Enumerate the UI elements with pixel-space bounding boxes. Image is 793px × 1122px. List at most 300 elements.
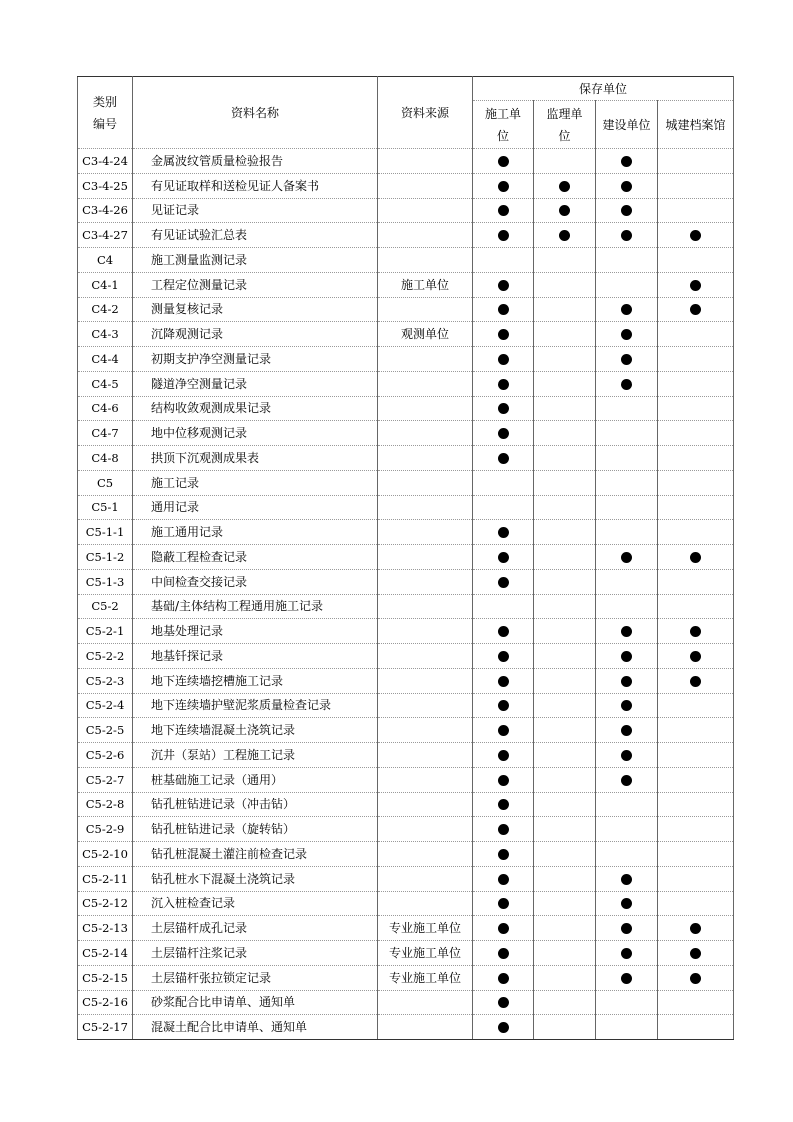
- row-supervision-unit-mark: [534, 891, 596, 916]
- row-document-source: [378, 173, 473, 198]
- row-city-archive-mark: [658, 619, 734, 644]
- row-document-source: [378, 347, 473, 372]
- row-construction-unit-mark: [473, 866, 534, 891]
- row-city-archive-mark: [658, 495, 734, 520]
- row-construction-unit-mark: [473, 421, 534, 446]
- filled-circle-icon: [621, 379, 632, 390]
- row-document-source: [378, 693, 473, 718]
- row-document-name: 地中位移观测记录: [133, 421, 378, 446]
- row-supervision-unit-mark: [534, 965, 596, 990]
- row-city-archive-mark: [658, 866, 734, 891]
- header-city-archive: 城建档案馆: [658, 101, 734, 149]
- table-row: [78, 198, 734, 223]
- row-city-archive-mark: [658, 371, 734, 396]
- row-construction-unit-mark: [473, 198, 534, 223]
- table-row: [78, 792, 734, 817]
- row-builder-unit-mark: [596, 644, 658, 669]
- filled-circle-icon: [621, 898, 632, 909]
- row-document-name: 通用记录: [133, 495, 378, 520]
- row-builder-unit-mark: [596, 767, 658, 792]
- row-supervision-unit-mark: [534, 322, 596, 347]
- table-row: [78, 297, 734, 322]
- filled-circle-icon: [498, 329, 509, 340]
- filled-circle-icon: [498, 280, 509, 291]
- filled-circle-icon: [621, 948, 632, 959]
- row-builder-unit-mark: [596, 693, 658, 718]
- row-construction-unit-mark: [473, 842, 534, 867]
- row-construction-unit-mark: [473, 322, 534, 347]
- table-row: [78, 916, 734, 941]
- row-document-name: 施工测量监测记录: [133, 248, 378, 273]
- row-construction-unit-mark: [473, 272, 534, 297]
- filled-circle-icon: [690, 626, 701, 637]
- row-document-name: 地下连续墙混凝土浇筑记录: [133, 718, 378, 743]
- row-supervision-unit-mark: [534, 396, 596, 421]
- table-row: [78, 520, 734, 545]
- row-code: C5-1-2: [78, 545, 133, 570]
- row-builder-unit-mark: [596, 569, 658, 594]
- filled-circle-icon: [690, 230, 701, 241]
- row-city-archive-mark: [658, 272, 734, 297]
- row-builder-unit-mark: [596, 866, 658, 891]
- filled-circle-icon: [690, 923, 701, 934]
- table-row: [78, 644, 734, 669]
- row-city-archive-mark: [658, 668, 734, 693]
- table-row: [78, 866, 734, 891]
- row-code: C5-1: [78, 495, 133, 520]
- header-construction-unit-line2: 位: [496, 128, 509, 143]
- table-row: [78, 495, 734, 520]
- row-construction-unit-mark: [473, 619, 534, 644]
- row-code: C4-6: [78, 396, 133, 421]
- table-row: [78, 842, 734, 867]
- row-supervision-unit-mark: [534, 272, 596, 297]
- table-row: [78, 693, 734, 718]
- row-document-name: 沉入桩检查记录: [133, 891, 378, 916]
- filled-circle-icon: [498, 898, 509, 909]
- row-city-archive-mark: [658, 817, 734, 842]
- row-supervision-unit-mark: [534, 718, 596, 743]
- row-builder-unit-mark: [596, 891, 658, 916]
- filled-circle-icon: [621, 651, 632, 662]
- row-document-source: [378, 842, 473, 867]
- filled-circle-icon: [690, 676, 701, 687]
- row-document-name: 隐蔽工程检查记录: [133, 545, 378, 570]
- table-row: [78, 545, 734, 570]
- row-document-name: 测量复核记录: [133, 297, 378, 322]
- filled-circle-icon: [621, 156, 632, 167]
- row-supervision-unit-mark: [534, 223, 596, 248]
- row-document-name: 结构收敛观测成果记录: [133, 396, 378, 421]
- row-builder-unit-mark: [596, 792, 658, 817]
- row-document-source: 专业施工单位: [378, 916, 473, 941]
- row-code: C5-2-14: [78, 941, 133, 966]
- row-code: C5-2-11: [78, 866, 133, 891]
- row-code: C5-2-2: [78, 644, 133, 669]
- filled-circle-icon: [621, 205, 632, 216]
- row-code: C3-4-24: [78, 149, 133, 174]
- row-code: C5-2-13: [78, 916, 133, 941]
- row-supervision-unit-mark: [534, 668, 596, 693]
- filled-circle-icon: [559, 230, 570, 241]
- row-construction-unit-mark: [473, 173, 534, 198]
- filled-circle-icon: [690, 304, 701, 315]
- table-row: [78, 322, 734, 347]
- row-document-name: 有见证取样和送检见证人备案书: [133, 173, 378, 198]
- table-row: [78, 817, 734, 842]
- row-construction-unit-mark: [473, 495, 534, 520]
- filled-circle-icon: [498, 552, 509, 563]
- row-city-archive-mark: [658, 545, 734, 570]
- row-document-source: [378, 421, 473, 446]
- row-document-name: 见证记录: [133, 198, 378, 223]
- row-city-archive-mark: [658, 297, 734, 322]
- row-document-name: 金属波纹管质量检验报告: [133, 149, 378, 174]
- row-code: C5-2-17: [78, 1015, 133, 1040]
- row-code: C5-2-12: [78, 891, 133, 916]
- filled-circle-icon: [498, 181, 509, 192]
- filled-circle-icon: [621, 725, 632, 736]
- row-supervision-unit-mark: [534, 297, 596, 322]
- table-row: [78, 421, 734, 446]
- filled-circle-icon: [690, 948, 701, 959]
- row-document-source: [378, 446, 473, 471]
- table-row: [78, 446, 734, 471]
- row-supervision-unit-mark: [534, 347, 596, 372]
- row-document-source: [378, 396, 473, 421]
- row-code: C4-5: [78, 371, 133, 396]
- filled-circle-icon: [621, 552, 632, 563]
- row-document-source: [378, 470, 473, 495]
- row-city-archive-mark: [658, 396, 734, 421]
- row-builder-unit-mark: [596, 297, 658, 322]
- table-row: [78, 990, 734, 1015]
- row-builder-unit-mark: [596, 272, 658, 297]
- filled-circle-icon: [498, 676, 509, 687]
- row-construction-unit-mark: [473, 297, 534, 322]
- row-document-name: 地基处理记录: [133, 619, 378, 644]
- row-builder-unit-mark: [596, 668, 658, 693]
- row-builder-unit-mark: [596, 619, 658, 644]
- row-builder-unit-mark: [596, 248, 658, 273]
- filled-circle-icon: [498, 849, 509, 860]
- row-builder-unit-mark: [596, 347, 658, 372]
- row-construction-unit-mark: [473, 248, 534, 273]
- row-supervision-unit-mark: [534, 248, 596, 273]
- row-construction-unit-mark: [473, 941, 534, 966]
- filled-circle-icon: [621, 874, 632, 885]
- row-supervision-unit-mark: [534, 520, 596, 545]
- table-row: [78, 619, 734, 644]
- table-row: [78, 470, 734, 495]
- row-city-archive-mark: [658, 693, 734, 718]
- filled-circle-icon: [559, 205, 570, 216]
- row-city-archive-mark: [658, 223, 734, 248]
- row-supervision-unit-mark: [534, 693, 596, 718]
- table-row: [78, 371, 734, 396]
- row-document-name: 沉井（泵站）工程施工记录: [133, 743, 378, 768]
- row-document-source: [378, 594, 473, 619]
- row-city-archive-mark: [658, 322, 734, 347]
- row-construction-unit-mark: [473, 470, 534, 495]
- row-document-name: 钻孔桩钻进记录（冲击钻）: [133, 792, 378, 817]
- row-city-archive-mark: [658, 965, 734, 990]
- row-code: C3-4-27: [78, 223, 133, 248]
- row-code: C5-2-8: [78, 792, 133, 817]
- row-construction-unit-mark: [473, 743, 534, 768]
- row-construction-unit-mark: [473, 396, 534, 421]
- row-code: C5-1-1: [78, 520, 133, 545]
- row-supervision-unit-mark: [534, 149, 596, 174]
- row-code: C5-2-7: [78, 767, 133, 792]
- row-city-archive-mark: [658, 248, 734, 273]
- row-supervision-unit-mark: [534, 990, 596, 1015]
- filled-circle-icon: [498, 799, 509, 810]
- row-document-source: [378, 668, 473, 693]
- row-document-name: 工程定位测量记录: [133, 272, 378, 297]
- row-builder-unit-mark: [596, 173, 658, 198]
- header-document-source: 资料来源: [378, 77, 473, 149]
- filled-circle-icon: [621, 329, 632, 340]
- row-document-source: [378, 1015, 473, 1040]
- table-row: [78, 223, 734, 248]
- filled-circle-icon: [498, 379, 509, 390]
- filled-circle-icon: [498, 973, 509, 984]
- row-builder-unit-mark: [596, 718, 658, 743]
- row-document-source: [378, 866, 473, 891]
- row-supervision-unit-mark: [534, 941, 596, 966]
- row-code: C5-2-5: [78, 718, 133, 743]
- row-document-source: [378, 891, 473, 916]
- row-code: C4-3: [78, 322, 133, 347]
- header-supervision-unit-line2: 位: [558, 128, 571, 143]
- row-document-source: 专业施工单位: [378, 941, 473, 966]
- archive-storage-table: [77, 76, 734, 1040]
- row-builder-unit-mark: [596, 520, 658, 545]
- table-row: [78, 149, 734, 174]
- filled-circle-icon: [498, 651, 509, 662]
- row-document-source: [378, 297, 473, 322]
- row-city-archive-mark: [658, 891, 734, 916]
- row-construction-unit-mark: [473, 916, 534, 941]
- row-builder-unit-mark: [596, 1015, 658, 1040]
- row-construction-unit-mark: [473, 1015, 534, 1040]
- row-document-name: 施工记录: [133, 470, 378, 495]
- table-row: [78, 668, 734, 693]
- row-construction-unit-mark: [473, 767, 534, 792]
- row-supervision-unit-mark: [534, 173, 596, 198]
- row-document-name: 混凝土配合比申请单、通知单: [133, 1015, 378, 1040]
- row-city-archive-mark: [658, 743, 734, 768]
- header-builder-unit: 建设单位: [596, 101, 658, 149]
- filled-circle-icon: [498, 1022, 509, 1033]
- row-document-name: 钻孔桩钻进记录（旋转钻）: [133, 817, 378, 842]
- filled-circle-icon: [621, 775, 632, 786]
- row-construction-unit-mark: [473, 644, 534, 669]
- row-code: C3-4-25: [78, 173, 133, 198]
- table-row: [78, 569, 734, 594]
- table-row: [78, 248, 734, 273]
- row-construction-unit-mark: [473, 371, 534, 396]
- row-construction-unit-mark: [473, 817, 534, 842]
- row-code: C5-2: [78, 594, 133, 619]
- row-document-name: 初期支护净空测量记录: [133, 347, 378, 372]
- row-supervision-unit-mark: [534, 495, 596, 520]
- row-builder-unit-mark: [596, 545, 658, 570]
- row-document-source: [378, 817, 473, 842]
- row-document-source: [378, 371, 473, 396]
- row-builder-unit-mark: [596, 198, 658, 223]
- row-city-archive-mark: [658, 149, 734, 174]
- row-document-name: 中间检查交接记录: [133, 569, 378, 594]
- row-construction-unit-mark: [473, 149, 534, 174]
- filled-circle-icon: [690, 280, 701, 291]
- row-construction-unit-mark: [473, 891, 534, 916]
- table-row: [78, 941, 734, 966]
- row-supervision-unit-mark: [534, 198, 596, 223]
- filled-circle-icon: [498, 775, 509, 786]
- row-construction-unit-mark: [473, 990, 534, 1015]
- row-supervision-unit-mark: [534, 842, 596, 867]
- row-document-name: 沉降观测记录: [133, 322, 378, 347]
- table-row: [78, 891, 734, 916]
- filled-circle-icon: [498, 700, 509, 711]
- row-construction-unit-mark: [473, 718, 534, 743]
- header-category-code-line1: 类别: [92, 94, 117, 109]
- row-supervision-unit-mark: [534, 644, 596, 669]
- row-supervision-unit-mark: [534, 817, 596, 842]
- filled-circle-icon: [498, 453, 509, 464]
- row-supervision-unit-mark: [534, 1015, 596, 1040]
- table-row: [78, 965, 734, 990]
- row-construction-unit-mark: [473, 594, 534, 619]
- row-city-archive-mark: [658, 644, 734, 669]
- row-document-source: [378, 792, 473, 817]
- row-city-archive-mark: [658, 198, 734, 223]
- row-builder-unit-mark: [596, 223, 658, 248]
- table-row: [78, 396, 734, 421]
- table-row: [78, 272, 734, 297]
- row-document-source: [378, 223, 473, 248]
- table-row: [78, 594, 734, 619]
- row-supervision-unit-mark: [534, 743, 596, 768]
- table-row: [78, 718, 734, 743]
- header-supervision-unit-line1: 监理单: [546, 106, 583, 121]
- header-category-code-line2: 编号: [92, 116, 117, 131]
- row-document-source: [378, 495, 473, 520]
- table-row: [78, 173, 734, 198]
- row-code: C5: [78, 470, 133, 495]
- filled-circle-icon: [498, 230, 509, 241]
- filled-circle-icon: [498, 205, 509, 216]
- row-document-name: 土层锚杆注浆记录: [133, 941, 378, 966]
- header-keeping-units: 保存单位: [473, 77, 734, 101]
- filled-circle-icon: [621, 304, 632, 315]
- row-document-name: 基础/主体结构工程通用施工记录: [133, 594, 378, 619]
- filled-circle-icon: [498, 725, 509, 736]
- filled-circle-icon: [559, 181, 570, 192]
- row-supervision-unit-mark: [534, 470, 596, 495]
- filled-circle-icon: [690, 973, 701, 984]
- row-city-archive-mark: [658, 842, 734, 867]
- filled-circle-icon: [690, 552, 701, 563]
- row-construction-unit-mark: [473, 792, 534, 817]
- row-city-archive-mark: [658, 594, 734, 619]
- row-document-source: [378, 198, 473, 223]
- row-builder-unit-mark: [596, 421, 658, 446]
- filled-circle-icon: [621, 973, 632, 984]
- row-document-source: [378, 990, 473, 1015]
- row-city-archive-mark: [658, 792, 734, 817]
- row-code: C4-1: [78, 272, 133, 297]
- row-supervision-unit-mark: [534, 792, 596, 817]
- filled-circle-icon: [621, 230, 632, 241]
- row-city-archive-mark: [658, 767, 734, 792]
- row-document-source: [378, 743, 473, 768]
- row-builder-unit-mark: [596, 396, 658, 421]
- row-construction-unit-mark: [473, 520, 534, 545]
- filled-circle-icon: [498, 923, 509, 934]
- row-code: C5-2-10: [78, 842, 133, 867]
- row-supervision-unit-mark: [534, 916, 596, 941]
- row-document-source: [378, 619, 473, 644]
- row-construction-unit-mark: [473, 569, 534, 594]
- row-supervision-unit-mark: [534, 446, 596, 471]
- row-city-archive-mark: [658, 520, 734, 545]
- row-document-source: [378, 149, 473, 174]
- table-row: [78, 743, 734, 768]
- filled-circle-icon: [498, 304, 509, 315]
- row-builder-unit-mark: [596, 941, 658, 966]
- row-code: C4: [78, 248, 133, 273]
- row-supervision-unit-mark: [534, 421, 596, 446]
- row-document-name: 土层锚杆张拉锁定记录: [133, 965, 378, 990]
- row-supervision-unit-mark: [534, 594, 596, 619]
- row-builder-unit-mark: [596, 990, 658, 1015]
- row-code: C5-2-1: [78, 619, 133, 644]
- row-supervision-unit-mark: [534, 371, 596, 396]
- row-supervision-unit-mark: [534, 545, 596, 570]
- row-builder-unit-mark: [596, 371, 658, 396]
- row-document-source: 施工单位: [378, 272, 473, 297]
- filled-circle-icon: [690, 651, 701, 662]
- row-code: C5-2-16: [78, 990, 133, 1015]
- row-construction-unit-mark: [473, 668, 534, 693]
- header-construction-unit: [473, 101, 534, 149]
- filled-circle-icon: [498, 750, 509, 761]
- row-document-name: 有见证试验汇总表: [133, 223, 378, 248]
- filled-circle-icon: [621, 700, 632, 711]
- row-city-archive-mark: [658, 173, 734, 198]
- row-city-archive-mark: [658, 470, 734, 495]
- row-city-archive-mark: [658, 569, 734, 594]
- row-city-archive-mark: [658, 446, 734, 471]
- row-document-name: 地下连续墙挖槽施工记录: [133, 668, 378, 693]
- filled-circle-icon: [621, 676, 632, 687]
- filled-circle-icon: [621, 354, 632, 365]
- row-supervision-unit-mark: [534, 767, 596, 792]
- filled-circle-icon: [621, 923, 632, 934]
- header-document-name: 资料名称: [133, 77, 378, 149]
- row-document-name: 砂浆配合比申请单、通知单: [133, 990, 378, 1015]
- row-builder-unit-mark: [596, 842, 658, 867]
- row-document-name: 施工通用记录: [133, 520, 378, 545]
- row-code: C4-4: [78, 347, 133, 372]
- row-city-archive-mark: [658, 421, 734, 446]
- filled-circle-icon: [498, 626, 509, 637]
- row-document-source: [378, 569, 473, 594]
- row-builder-unit-mark: [596, 446, 658, 471]
